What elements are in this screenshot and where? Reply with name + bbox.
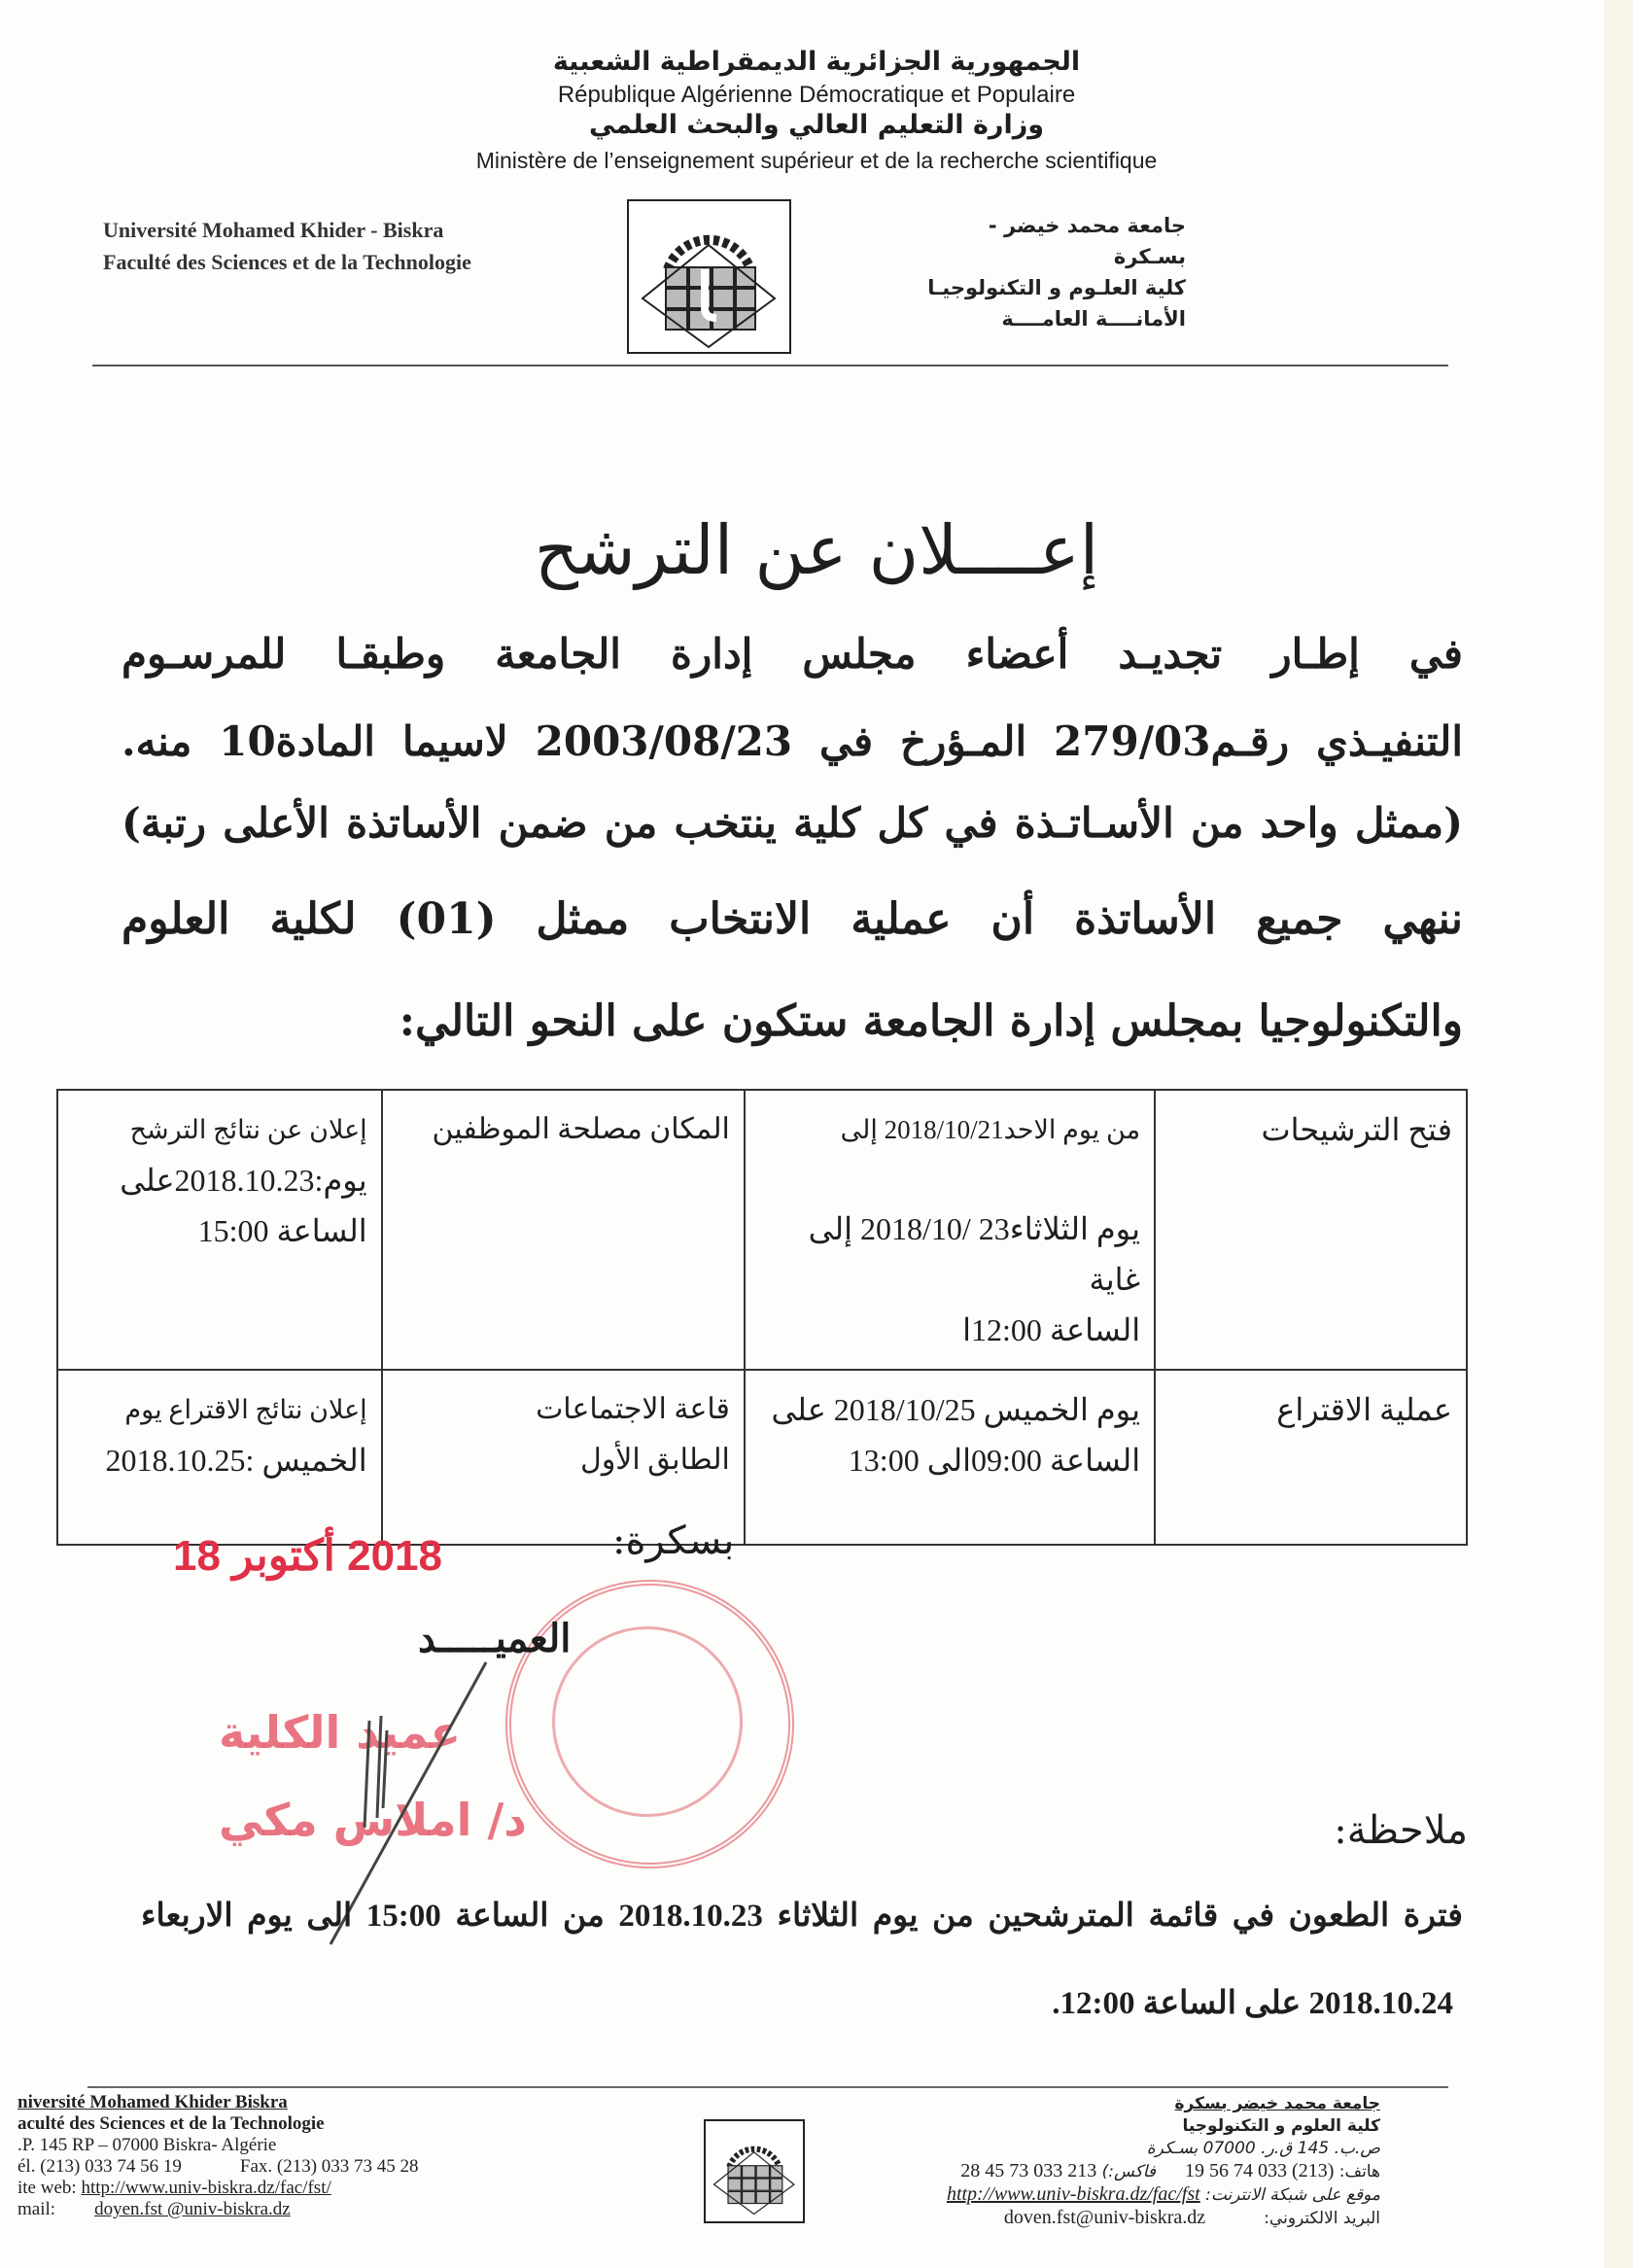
body-line-2: التنفيـذي رقـم279/03 المـؤرخ في 2003/08/23 لاسيما المادة10 منه. bbox=[122, 717, 1463, 765]
institution-fr bbox=[103, 214, 471, 278]
footer-address-ar: ص.ب. 145 ق.ر. 07000 بسـكرة bbox=[1146, 2139, 1380, 2158]
footer-web-fr bbox=[17, 2178, 419, 2199]
period-cell bbox=[745, 1370, 1155, 1545]
stamp-dean-name: د/ املاس مكي bbox=[219, 1794, 527, 1846]
faculty-name-ar: كلية العلـوم و التكنولوجيـا bbox=[927, 276, 1186, 299]
period-line: من يوم الاحد2018/10/21 إلى bbox=[840, 1115, 1141, 1144]
footer-mail-label: البريد الالكتروني: bbox=[1264, 2209, 1380, 2228]
footer-logo-icon bbox=[704, 2119, 805, 2223]
ministry-ar: وزارة التعليم العالي والبحث العلمي bbox=[588, 110, 1045, 140]
result-line: الساعة 15:00 bbox=[197, 1213, 367, 1248]
result-line: إعلان نتائج الاقتراع يوم bbox=[124, 1395, 367, 1424]
footer-web-ar bbox=[875, 2183, 1380, 2207]
body-line-3: (ممثل واحد من الأسـاتـذة في كل كلية ينتخب من ضمن الأساتذة الأعلى رتبة) bbox=[122, 799, 1463, 847]
header-divider bbox=[92, 365, 1448, 366]
result-line: يوم:2018.10.23على bbox=[120, 1163, 367, 1198]
university-name-fr: Université Mohamed Khider - Biskra bbox=[103, 218, 444, 242]
announcement-title: إعــــلان عن الترشح bbox=[534, 510, 1099, 590]
note-label: ملاحظة: bbox=[1334, 1808, 1468, 1853]
place-line: الطابق الأول bbox=[580, 1444, 730, 1476]
footer-phone: (213) 033 74 56 19 bbox=[1185, 2160, 1335, 2181]
footer-mail-label: mail: bbox=[17, 2199, 56, 2219]
republic-fr: République Algérienne Démocratique et Populaire bbox=[557, 82, 1076, 108]
page-edge bbox=[1604, 0, 1633, 2268]
footer-contact-fr bbox=[17, 2092, 419, 2220]
dean-title: العميـــــد bbox=[418, 1616, 572, 1661]
table-row bbox=[57, 1370, 1467, 1545]
footer-phone-fax-fr bbox=[17, 2156, 419, 2178]
footer-fax: Fax. (213) 033 73 45 28 bbox=[239, 2156, 419, 2177]
footer-web-link[interactable]: http://www.univ-biskra.dz/fac/fst/ bbox=[81, 2178, 331, 2198]
result-cell bbox=[57, 1090, 382, 1370]
body-line-1: في إطـار تجديـد أعضاء مجلس إدارة الجامعة وطبقـا للمرسـوم bbox=[122, 630, 1463, 678]
result-line: الخميس :2018.10.25 bbox=[105, 1443, 367, 1478]
place-line: قاعة الاجتماعات bbox=[536, 1393, 730, 1425]
table-row bbox=[57, 1090, 1467, 1370]
body-line-5: والتكنولوجيا بمجلس إدارة الجامعة ستكون على النحو التالي: bbox=[399, 996, 1463, 1046]
period-line: يوم الخميس 2018/10/25 على bbox=[771, 1392, 1141, 1427]
period-line: يوم الثلاثاء23 /2018/10 إلى غاية bbox=[808, 1211, 1141, 1297]
footer-phone-label: هاتف: bbox=[1338, 2162, 1380, 2181]
footer-faculty-ar: كلية العلوم و التكنولوجيا bbox=[1182, 2116, 1380, 2136]
footer-web-label: موقع على شبكة الانترنت: bbox=[1205, 2185, 1380, 2205]
footer-mail-link[interactable]: doyen.fst @univ-biskra.dz bbox=[94, 2199, 291, 2219]
schedule-table bbox=[56, 1089, 1468, 1546]
phase-label: فتح الترشيحات bbox=[1261, 1112, 1452, 1147]
stamp-dean-label: عميد الكلية bbox=[219, 1706, 461, 1759]
secretariat-ar: الأمانــــة العامــــة bbox=[1001, 307, 1186, 331]
footer-mail-link[interactable]: doven.fst@univ-biskra.dz bbox=[1003, 2207, 1206, 2228]
footer-university-fr: niversité Mohamed Khider Biskra bbox=[17, 2092, 288, 2112]
institution-ar bbox=[914, 210, 1186, 334]
footer-address-fr: .P. 145 RP – 07000 Biskra- Algérie bbox=[17, 2135, 277, 2155]
footer-faculty-fr: aculté des Sciences et de la Technologie bbox=[17, 2113, 325, 2134]
footer-divider bbox=[87, 2086, 1448, 2088]
period-cell bbox=[745, 1090, 1155, 1370]
footer-web-link[interactable]: http://www.univ-biskra.dz/fac/fst bbox=[946, 2183, 1200, 2205]
footer-mail-fr bbox=[17, 2199, 419, 2220]
footer-phone: él. (213) 033 74 56 19 bbox=[17, 2156, 182, 2177]
footer-mail-ar bbox=[875, 2207, 1380, 2230]
footer-phone-fax-ar bbox=[875, 2160, 1380, 2183]
city-label: بسكرة: bbox=[612, 1518, 735, 1563]
footer-university-ar: جامعة محمد خيضر بسكرة bbox=[1174, 2094, 1380, 2113]
result-line: إعلان عن نتائج الترشح bbox=[129, 1115, 367, 1144]
body-line-4: ننهي جميع الأساتذة أن عملية الانتخاب ممثل (01) لكلية العلوم bbox=[122, 894, 1463, 944]
place-label: المكان مصلحة الموظفين bbox=[432, 1113, 730, 1145]
note-line-2: 2018.10.24 على الساعة 12:00. bbox=[1052, 1986, 1453, 2021]
footer-fax-label: فاكس:) bbox=[1101, 2162, 1157, 2181]
result-cell bbox=[57, 1370, 382, 1545]
phase-cell bbox=[1155, 1370, 1467, 1545]
phase-cell bbox=[1155, 1090, 1467, 1370]
period-line: الساعة 09:00الى 13:00 bbox=[848, 1443, 1141, 1478]
official-seal-inner bbox=[552, 1626, 743, 1817]
period-line: الساعة 12:00ا bbox=[962, 1312, 1141, 1347]
faculty-name-fr: Faculté des Sciences et de la Technologie bbox=[103, 250, 471, 274]
place-cell bbox=[382, 1090, 745, 1370]
date-stamp: 2018 أكتوبر 18 bbox=[173, 1532, 442, 1580]
note-line-1: فترة الطعون في قائمة المترشحين من يوم الثلاثاء 2018.10.23 من الساعة 15:00 الى يوم الاربعاء bbox=[141, 1899, 1463, 1934]
university-logo-icon bbox=[627, 199, 791, 354]
footer-fax: 213 033 73 45 28 bbox=[960, 2160, 1097, 2181]
university-name-ar: جامعة محمد خيضر - بسـكرة bbox=[988, 214, 1186, 268]
footer-web-label: ite web: bbox=[17, 2178, 77, 2198]
footer-contact-ar bbox=[875, 2093, 1380, 2230]
phase-label: عملية الاقتراع bbox=[1276, 1392, 1452, 1427]
republic-ar: الجمهورية الجزائرية الديمقراطية الشعبية bbox=[552, 47, 1081, 77]
ministry-fr: Ministère de l’enseignement supérieur et de la recherche scientifique bbox=[475, 148, 1158, 173]
